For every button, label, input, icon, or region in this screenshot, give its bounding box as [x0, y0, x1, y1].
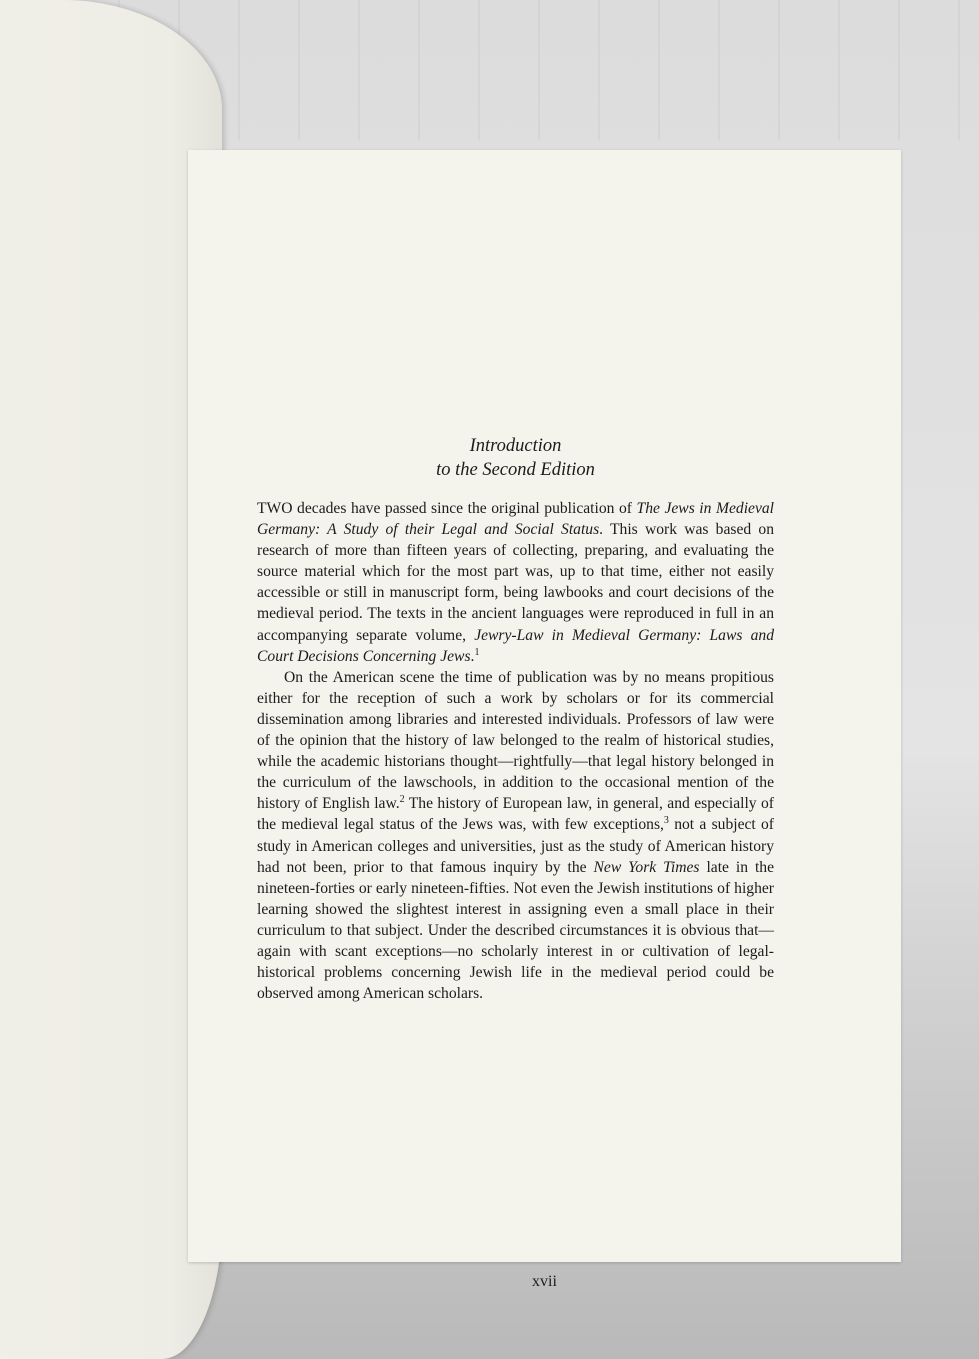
text-run: . This work was based on research of more than fifteen years of collecting, preparing, and evaluating the source material which for the most part was, up to that time, either not easily accessible or still in manuscript form, being lawbooks and court decisions of the medieval period. The texts in the ancient languages were reproduced in full in an accompanying separate volume,: [257, 521, 774, 644]
footnote-marker: 2: [399, 794, 405, 806]
italic-title: Jewry-Law in Medieval Germany: Laws and Court Decisions Concerning Jews: [257, 626, 775, 665]
chapter-title: [257, 434, 774, 482]
footnote-marker: 1: [474, 646, 480, 658]
title-line-1: Introduction: [469, 436, 562, 456]
italic-title: The Jews in Medieval Germany: A Study of their Legal and Social Status: [257, 500, 774, 539]
text-run: TWO decades have passed since the original publication of: [257, 500, 637, 517]
paragraph-1: [257, 498, 774, 667]
page-number: xvii: [532, 1273, 557, 1290]
text-run: On the American scene the time of publication was by no means propitious either for the reception of such a work by scholars or for its commercial dissemination among libraries and interested individuals. Professors of law were of the opinion that the history of law belonged to the realm of historical studies, while the academic historians thought—rightfully—that legal history belonged in the curriculum of the lawschools, in addition to the occasional mention of the history of English law.: [257, 668, 774, 813]
page-content: [257, 434, 774, 1004]
text-run: late in the nineteen-forties or early nineteen-fifties. Not even the Jewish institutions of higher learning showed the slightest interest in assigning even a small place in their curriculum to that subject. Under the described circumstances it is obvious that—again with scant exceptions—no scholarly interest in or cultivation of legal-historical problems concerning Jewish life in the medieval period could be observed among American scholars.: [257, 858, 774, 1003]
title-line-2: to the Second Edition: [436, 460, 595, 480]
text-run: The history of European law, in general, and especially of the medieval legal status of the Jews was, with few exceptions,: [257, 795, 774, 834]
book-page: [188, 150, 901, 1290]
italic-title: New York Times: [593, 858, 700, 876]
paragraph-2: [257, 667, 774, 1005]
footnote-marker: 3: [663, 815, 669, 827]
text-run: not a subject of study in American colleges and universities, just as the study of American history had not been, prior to that famous inquiry by the: [257, 816, 775, 876]
text-run: .: [470, 647, 475, 665]
